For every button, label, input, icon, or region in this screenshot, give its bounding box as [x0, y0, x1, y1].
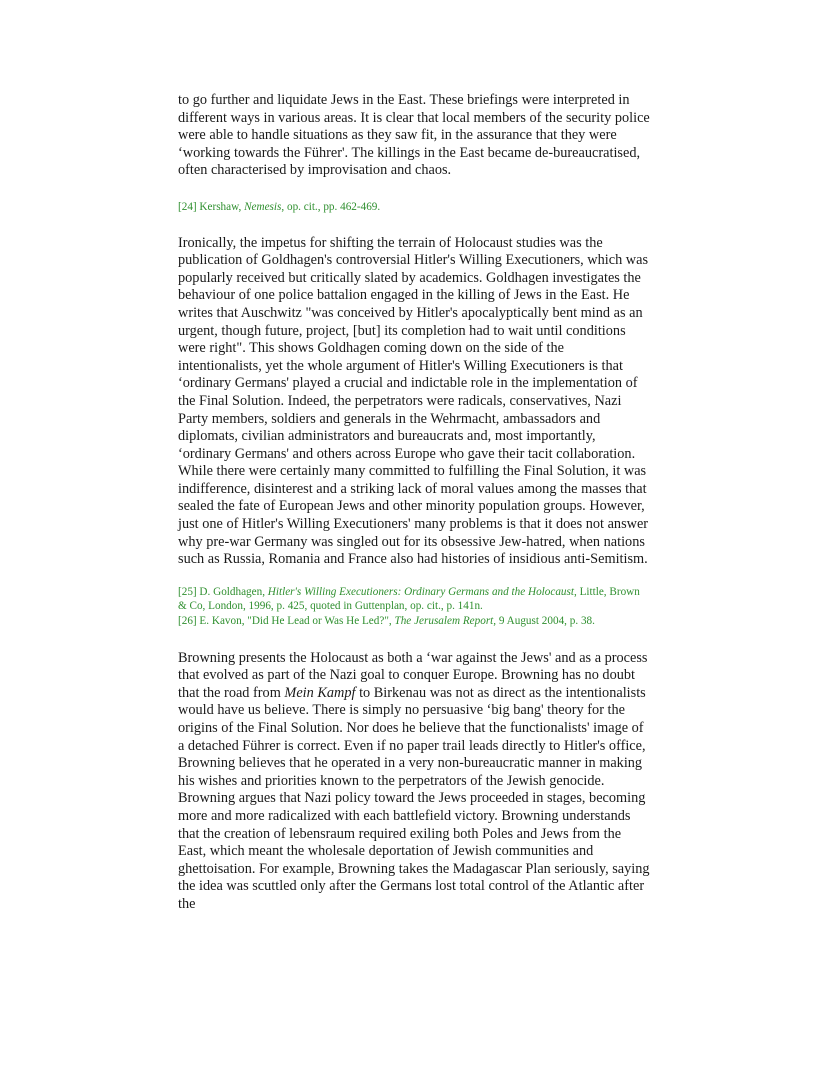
- footnote-26-title: The Jerusalem Report: [394, 615, 494, 628]
- document-page: [178, 92, 650, 914]
- footnote-25: [178, 585, 650, 614]
- paragraph-3: [178, 650, 650, 914]
- footnote-25-suffix: , Little, Brown & Co, London, 1996, p. 425, quoted in Guttenplan, op. cit., p. 141n.: [178, 585, 640, 613]
- footnote-25-prefix: [25] D. Goldhagen,: [178, 585, 268, 598]
- footnotes-25-26: [178, 585, 650, 629]
- footnote-24-suffix: , op. cit., pp. 462-469.: [281, 200, 381, 213]
- footnote-26: [178, 614, 650, 629]
- paragraph-1: to go further and liquidate Jews in the East. These briefings were interpreted in different ways in various areas. It is clear that local members of the security police were able to handle situations as they saw fit, in the assurance that they were ‘working towards the Führer'. The killings in the East became de-bureaucratised, often characterised by improvisation and chaos.: [178, 92, 650, 179]
- footnote-24: [178, 200, 650, 215]
- paragraph-3-after: to Birkenau was not as direct as the intentionalists would have us believe. There is simply no persuasive ‘big bang' theory for the origins of the Final Solution. Nor does he believe that the functionalists' image of a detached Führer is correct. Even if no paper trail leads directly to Hitler's office, Browning believes that he operated in a very non-bureaucratic manner in making his wishes and priorities known to the perpetrators of the Jewish genocide. Browning argues that Nazi policy toward the Jews proceeded in stages, becoming more and more radicalized with each battlefield victory. Browning understands that the creation of lebensraum required exiling both Poles and Jews from the East, which meant the wholesale deportation of Jewish communities and ghettoisation. For example, Browning takes the Madagascar Plan seriously, saying the idea was scuttled only after the Germans lost total control of the Atlantic after the: [178, 684, 650, 912]
- paragraph-2: Ironically, the impetus for shifting the terrain of Holocaust studies was the publication of Goldhagen's controversial Hitler's Willing Executioners, which was popularly received but critically slated by academics. Goldhagen investigates the behaviour of one police battalion engaged in the killing of Jews in the East. He writes that Auschwitz "was conceived by Hitler's apocalyptically bent mind as an urgent, though future, project, [but] its completion had to wait until conditions were right". This shows Goldhagen coming down on the side of the intentionalists, yet the whole argument of Hitler's Willing Executioners is that ‘ordinary Germans' played a crucial and indictable role in the implementation of the Final Solution. Indeed, the perpetrators were radicals, conservatives, Nazi Party members, soldiers and generals in the Wehrmacht, ambassadors and diplomats, civilian administrators and bureaucrats and, most importantly, ‘ordinary Germans' and others across Europe who gave their tacit collaboration. While there were certainly many committed to fulfilling the Final Solution, it was indifference, disinterest and a striking lack of moral values among the masses that sealed the fate of European Jews and other minority population groups. However, just one of Hitler's Willing Executioners' many problems is that it does not answer why pre-war Germany was singled out for its obsessive Jew-hatred, when nations such as Russia, Romania and France also had histories of insidious anti-Semitism.: [178, 234, 649, 568]
- footnote-26-suffix: , 9 August 2004, p. 38.: [493, 615, 595, 628]
- paragraph-3-before: Browning presents the Holocaust as both a ‘war against the Jews' and as a process that evolved as part of the Nazi goal to conquer Europe. Browning has no doubt that the road from: [178, 649, 648, 701]
- footnote-24-prefix: [24] Kershaw,: [178, 200, 245, 213]
- footnote-25-title: Hitler's Willing Executioners: Ordinary Germans and the Holocaust: [267, 585, 574, 598]
- paragraph-3-title: Mein Kampf: [284, 684, 356, 701]
- footnote-26-prefix: [26] E. Kavon, "Did He Lead or Was He Led?",: [178, 615, 395, 628]
- footnote-24-title: Nemesis: [244, 200, 282, 213]
